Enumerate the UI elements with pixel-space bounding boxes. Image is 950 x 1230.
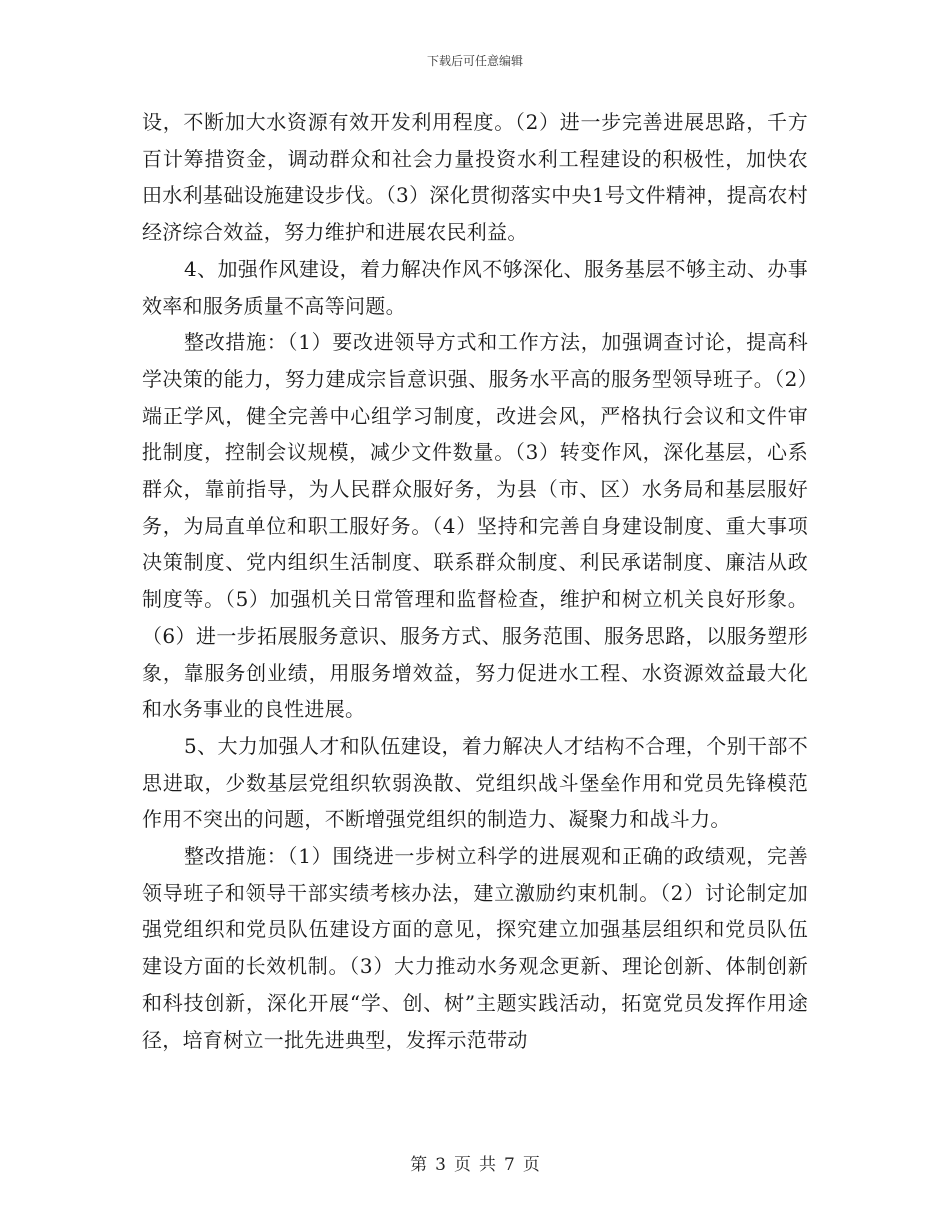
paragraph-continuation: 设，不断加大水资源有效开发利用程度。（2）进一步完善进展思路，千方百计筹措资金，调动群众和社会力量投资水利工程建设的积极性，加快农田水利基础设施建设步伐。（3）深化贯彻落实中央1号文件精神，提高农村经济综合效益，努力维护和进展农民利益。 (142, 110, 808, 245)
footer-current-page: 3 (435, 1155, 446, 1175)
paragraph-measures-5: 整改措施：（1）围绕进一步树立科学的进展观和正确的政绩观，完善领导班子和领导干部实绩考核办法，建立激励约束机制。（2）讨论制定加强党组织和党员队伍建设方面的意见，探究建立加强基层组织和党员队伍建设方面的长效机制。（3）大力推动水务观念更新、理论创新、体制创新和科技创新，深化开展“学、创、树”主题实践活动，拓宽党员发挥作用途径，培育树立一批先进典型，发挥示范带动 (142, 844, 808, 1052)
page-footer (0, 1150, 950, 1175)
footer-total-pages: 7 (504, 1155, 515, 1175)
page-header-note: 下载后可任意编辑 (426, 54, 523, 68)
footer-prefix: 第 (410, 1155, 428, 1175)
footer-total-label: 共 (479, 1155, 496, 1175)
paragraph-item-4: 4、加强作风建设，着力解决作风不够深化、服务基层不够主动、办事效率和服务质量不高等问题。 (142, 256, 808, 318)
paragraph-item-5: 5、大力加强人才和队伍建设，着力解决人才结构不合理，个别干部不思进取，少数基层党组织软弱涣散、党组织战斗堡垒作用和党员先锋模范作用不突出的问题，不断增强党组织的制造力、凝聚力和战斗力。 (142, 733, 808, 832)
footer-page-unit: 页 (454, 1155, 471, 1175)
paragraph-measures-4: 整改措施：（1）要改进领导方式和工作方法，加强调查讨论，提高科学决策的能力，努力建成宗旨意识强、服务水平高的服务型领导班子。（2）端正学风，健全完善中心组学习制度，改进会风，严格执行会议和文件审批制度，控制会议规模，减少文件数量。（3）转变作风，深化基层，心系群众，靠前指导，为人民群众服好务，为县（市、区）水务局和基层服好务，为局直单位和职工服好务。（4）坚持和完善自身建设制度、重大事项决策制度、党内组织生活制度、联系群众制度、利民承诺制度、廉洁从政制度等。（5）加强机关日常管理和监督检查，维护和树立机关良好形象。（6）进一步拓展服务意识、服务方式、服务范围、服务思路，以服务塑形象，靠服务创业绩，用服务增效益，努力促进水工程、水资源效益最大化和水务事业的良性进展。 (142, 330, 808, 722)
footer-total-unit: 页 (522, 1155, 540, 1175)
document-body (142, 104, 808, 1058)
